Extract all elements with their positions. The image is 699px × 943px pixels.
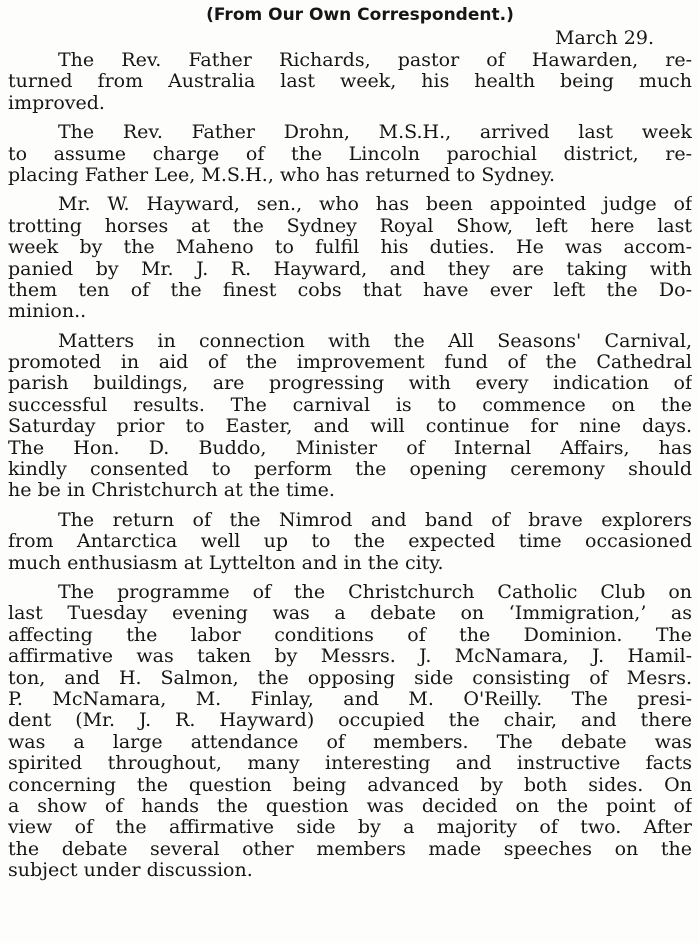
text-line: affecting the labor conditions of the Dominion. The	[8, 624, 692, 646]
text-line: The Rev. Father Richards, pastor of Hawarden, re-	[58, 50, 692, 71]
text-line: them ten of the finest cobs that have ever left the Do-	[8, 279, 692, 301]
text-line: Matters in connection with the All Seasons' Carnival,	[58, 330, 692, 352]
text-line: last Tuesday evening was a debate on ‘Immigration,’ as	[8, 603, 692, 625]
text-line: The return of the Nimrod and band of brave explorers	[58, 509, 692, 531]
text-line: he be in Christchurch at the time.	[8, 480, 335, 502]
text-line: view of the affirmative side by a majority of two. After	[8, 817, 692, 839]
text-line: affirmative was taken by Messrs. J. McNamara, J. Hamil-	[8, 646, 692, 668]
text-line: Saturday prior to Easter, and will continue for nine days.	[8, 416, 692, 438]
article-paragraph	[8, 194, 692, 322]
text-line: concerning the question being advanced by both sides. On	[8, 774, 692, 796]
text-line: dent (Mr. J. R. Hayward) occupied the chair, and there	[8, 710, 692, 732]
text-line: The Rev. Father Drohn, M.S.H., arrived last week	[58, 122, 692, 144]
text-line: promoted in aid of the improvement fund of the Cathedral	[8, 352, 692, 374]
text-line: subject under discussion.	[8, 860, 253, 882]
text-line: turned from Australia last week, his health being much	[8, 71, 692, 93]
text-line: parish buildings, are progressing with every indication of	[8, 373, 692, 395]
article-body	[8, 50, 692, 881]
article-paragraph	[8, 50, 692, 114]
text-line: placing Father Lee, M.S.H., who has returned to Sydney.	[8, 164, 555, 186]
article-paragraph	[8, 582, 692, 881]
text-line: panied by Mr. J. R. Hayward, and they are taking with	[8, 258, 692, 280]
text-line: Mr. W. Hayward, sen., who has been appointed judge of	[58, 194, 692, 216]
article-paragraph	[8, 510, 692, 574]
text-line: successful results. The carnival is to commence on the	[8, 394, 692, 416]
byline: (From Our Own Correspondent.)	[206, 5, 514, 25]
article-column	[8, 4, 692, 889]
text-line: ton, and H. Salmon, the opposing side consisting of Mesrs.	[8, 667, 692, 689]
text-line: to assume charge of the Lincoln parochial district, re-	[8, 143, 692, 165]
article-paragraph	[8, 122, 692, 186]
text-line: The programme of the Christchurch Catholic Club on	[58, 581, 692, 603]
text-line: from Antarctica well up to the expected time occasioned	[8, 531, 692, 553]
dateline: March 29.	[555, 27, 654, 49]
text-line: P. McNamara, M. Finlay, and M. O'Reilly. The presi-	[8, 688, 692, 710]
text-line: week by the Maheno to fulfil his duties. He was accom-	[8, 237, 692, 259]
text-line: spirited throughout, many interesting and instructive facts	[8, 753, 692, 775]
article-paragraph	[8, 331, 692, 502]
text-line: kindly consented to perform the opening ceremony should	[8, 459, 692, 481]
text-line: much enthusiasm at Lyttelton and in the city.	[8, 552, 444, 574]
text-line: improved.	[8, 92, 105, 114]
text-line: minion..	[8, 301, 87, 323]
text-line: the debate several other members made speeches on the	[8, 838, 692, 860]
text-line: The Hon. D. Buddo, Minister of Internal Affairs, has	[8, 437, 692, 459]
text-line: was a large attendance of members. The debate was	[8, 731, 692, 753]
text-line: trotting horses at the Sydney Royal Show, left here last	[8, 215, 692, 237]
text-line: a show of hands the question was decided on the point of	[8, 795, 692, 817]
